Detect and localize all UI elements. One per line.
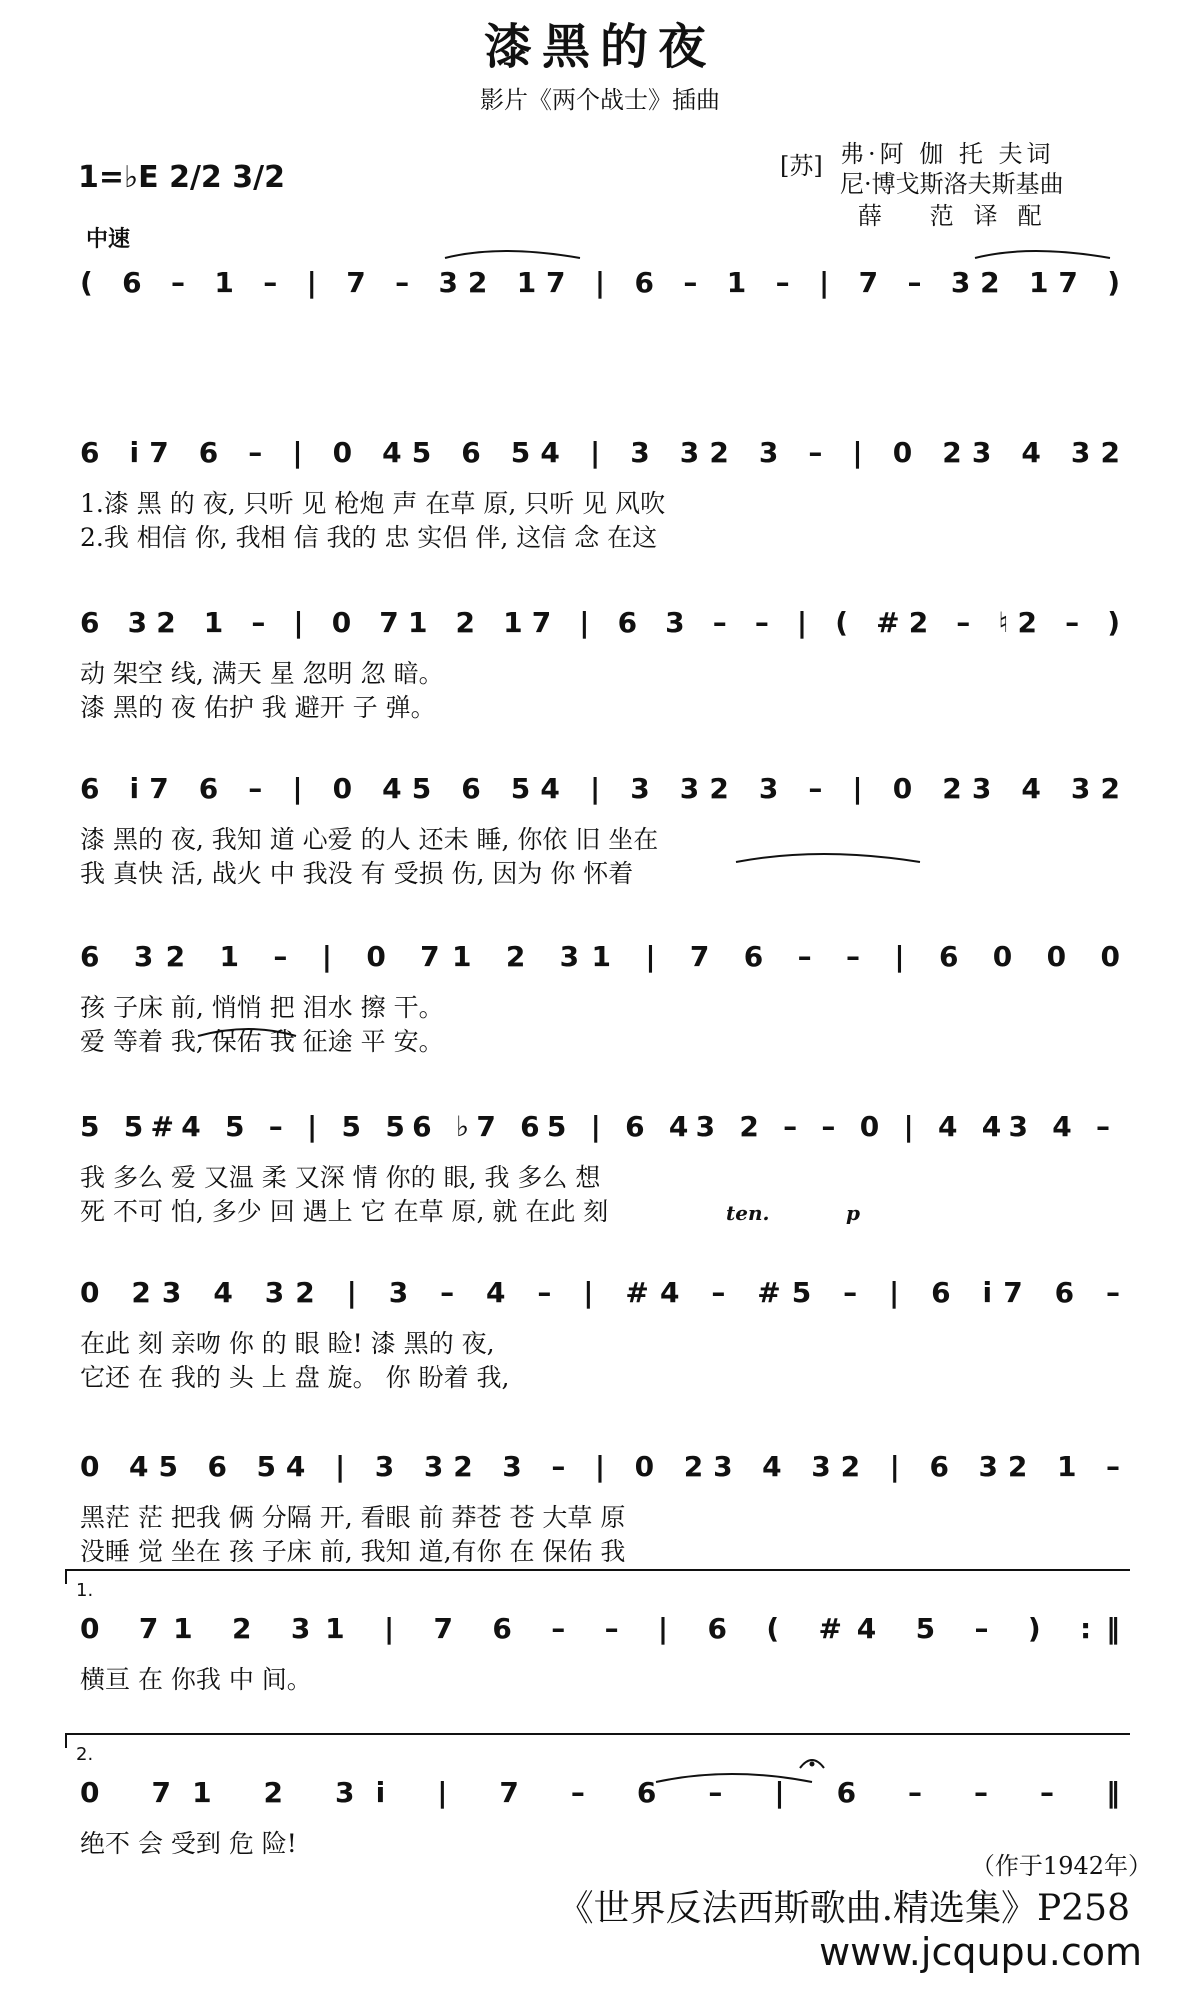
lyric-line: 漆 黑的 夜 佑护 我 避开 子 弹。 — [80, 693, 436, 722]
lyric-line: 1.漆 黑 的 夜, 只听 见 枪炮 声 在草 原, 只听 见 风吹 — [80, 489, 666, 518]
notation-row: 0 23 4 32 | 3 – 4 – | #4 – #5 – | 6 i7 6 – — [80, 1276, 1120, 1309]
lyric-line: 我 真快 活, 战火 中 我没 有 受损 伤, 因为 你 怀着 — [80, 859, 634, 888]
notation-row: ( 6 – 1 – | 7 – 32 17 | 6 – 1 – | 7 – 32 17 ) — [80, 266, 1120, 299]
credit-lyricist: 弗·阿 伽 托 夫词 — [840, 140, 1055, 168]
lyric-line: 死 不可 怕, 多少 回 遇上 它 在草 原, 就 在此 刻 — [80, 1197, 609, 1226]
lyric-line: 横亘 在 你我 中 间。 — [80, 1665, 312, 1694]
song-subtitle: 影片《两个战士》插曲 — [480, 86, 720, 114]
dynamic-piano-mark: p — [846, 1201, 860, 1225]
lyric-line: 孩 子床 前, 悄悄 把 泪水 擦 干。 — [80, 993, 444, 1022]
lyric-line: 2.我 相信 你, 我相 信 我的 忠 实侣 伴, 这信 念 在这 — [80, 523, 658, 552]
lyric-line: 黑茫 茫 把我 俩 分隔 开, 看眼 前 莽苍 苍 大草 原 — [80, 1503, 626, 1532]
lyric-line: 动 架空 线, 满天 星 忽明 忽 暗。 — [80, 659, 444, 688]
lyric-line: 爱 等着 我, 保佑 我 征途 平 安。 — [80, 1027, 444, 1056]
lyric-line: 没睡 觉 坐在 孩 子床 前, 我知 道,有你 在 保佑 我 — [80, 1537, 626, 1566]
footnote: （作于1942年） — [970, 1852, 1152, 1880]
notation-row: 5 5#4 5 – | 5 56 ♭7 65 | 6 43 2 – – 0 | 4 43 4 – — [80, 1110, 1111, 1143]
notation-row: 6 32 1 – | 0 71 2 17 | 6 3 – – | ( #2 – ♮2 – ) — [80, 606, 1121, 639]
key-signature: 1=♭E 2/2 3/2 — [78, 160, 285, 195]
second-ending-label: 2. — [76, 1744, 94, 1765]
notation-row: 0 71 2 3i | 7 – 6 – | 6 – – – ‖ — [80, 1776, 1120, 1809]
source-citation: 《世界反法西斯歌曲.精选集》P258 — [557, 1888, 1130, 1929]
notation-row: 6 32 1 – | 0 71 2 31 | 7 6 – – | 6 0 0 0 — [80, 940, 1121, 973]
lyric-line: 绝不 会 受到 危 险! — [80, 1829, 297, 1858]
notation-row: 0 71 2 31 | 7 6 – – | 6 ( #4 5 – ) :‖ — [80, 1612, 1121, 1645]
credit-country: [苏] — [780, 152, 823, 180]
tempo-marking: 中速 — [86, 227, 131, 252]
lyric-line: 在此 刻 亲吻 你 的 眼 睑! 漆 黑的 夜, — [80, 1329, 495, 1358]
notation-row: 6 i7 6 – | 0 45 6 54 | 3 32 3 – | 0 23 4 32 — [80, 772, 1120, 805]
notation-row: 0 45 6 54 | 3 32 3 – | 0 23 4 32 | 6 32 1 – — [80, 1450, 1121, 1483]
credit-composer: 尼·博戈斯洛夫斯基曲 — [840, 170, 1064, 198]
website-url: www.jcqupu.com — [819, 1930, 1142, 1974]
song-title: 漆黑的夜 — [483, 19, 716, 75]
lyric-line: 它还 在 我的 头 上 盘 旋。 你 盼着 我, — [80, 1363, 510, 1392]
notation-row: 6 i7 6 – | 0 45 6 54 | 3 32 3 – | 0 23 4 32 — [80, 436, 1120, 469]
first-ending-label: 1. — [76, 1580, 94, 1601]
credit-translator: 薛 范译配 — [858, 202, 1062, 230]
score-rows — [76, 266, 1120, 1858]
tenuto-mark: ten. — [726, 1201, 770, 1225]
lyric-line: 漆 黑的 夜, 我知 道 心爱 的人 还未 睡, 你依 旧 坐在 — [80, 825, 659, 854]
lyric-line: 我 多么 爱 又温 柔 又深 情 你的 眼, 我 多么 想 — [80, 1163, 601, 1192]
